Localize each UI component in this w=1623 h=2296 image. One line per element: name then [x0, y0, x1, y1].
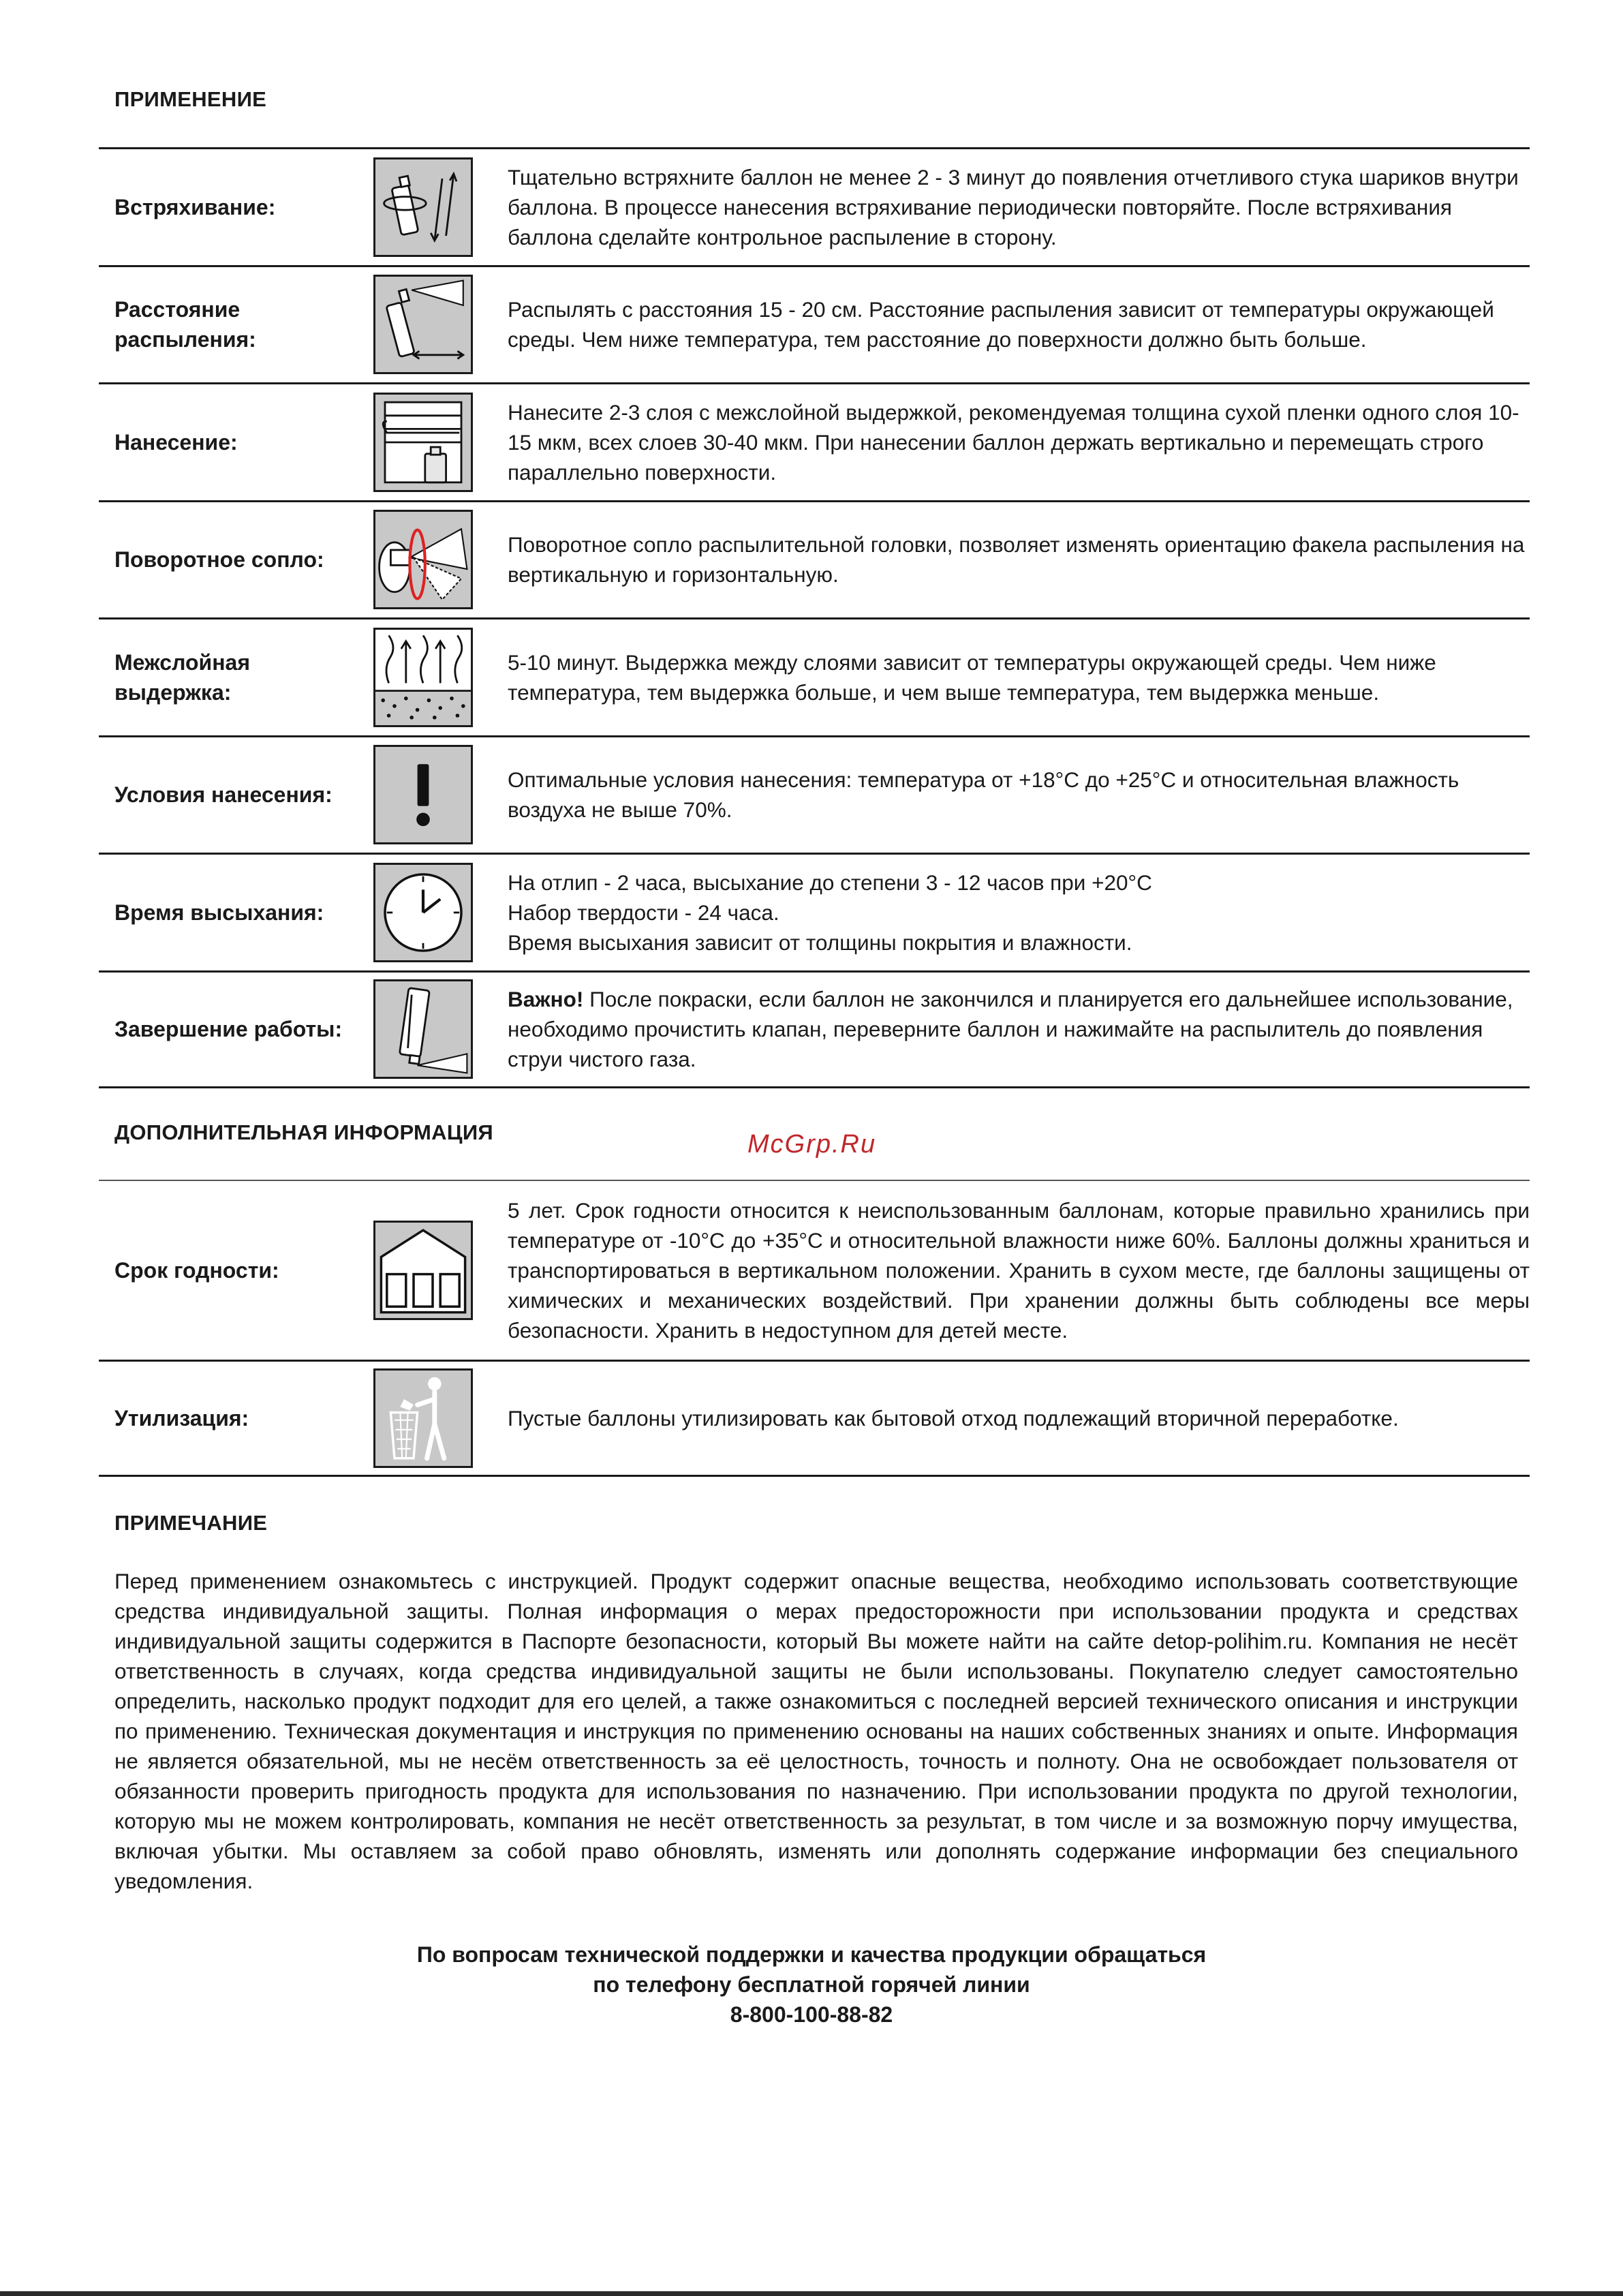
- rotating-nozzle-icon: [373, 510, 473, 609]
- row-shaking: [99, 149, 1530, 265]
- spray-distance-icon: [373, 275, 473, 374]
- row-text: Поворотное сопло распылительной головки, позволяет изменять ориентацию факела распыления на вертикальную и горизонтальную.: [508, 532, 1525, 587]
- row-label: Межслойная выдержка:: [114, 649, 251, 705]
- row-drying-time: [99, 854, 1530, 970]
- shake-can-icon: [373, 157, 473, 257]
- row-label: Расстояние распыления:: [114, 297, 256, 352]
- divider: [99, 1475, 1530, 1477]
- footer-phone: 8-800-100-88-82: [730, 2002, 893, 2027]
- watermark: McGrp.Ru: [747, 1130, 877, 1159]
- text-line: Время высыхания зависит от толщины покрытия и влажности.: [508, 930, 1132, 955]
- divider: [99, 1086, 1530, 1088]
- row-text: 5-10 минут. Выдержка между слоями зависит от температуры окружающей среды. Чем ниже температура, тем выдержка больше, и чем выше температура, тем выдержка меньше.: [508, 649, 1436, 705]
- row-spray-distance: [99, 266, 1530, 382]
- row-label: Время высыхания:: [114, 900, 324, 925]
- row-text: Оптимальные условия нанесения: температура от +18°С до +25°С и относительная влажность воздуха не выше 70%.: [508, 767, 1459, 822]
- row-label: Завершение работы:: [114, 1017, 343, 1041]
- text-line: Набор твердости - 24 часа.: [508, 900, 779, 925]
- section-title-application: ПРИМЕНЕНИЕ: [114, 87, 267, 111]
- clock-icon: [373, 863, 473, 962]
- footer-support: [0, 1940, 1623, 2030]
- important-label: Важно!: [508, 987, 584, 1011]
- trash-bin-icon: [373, 1368, 473, 1468]
- footer-line-2: по телефону бесплатной горячей линии: [593, 1972, 1030, 1997]
- row-label: Утилизация:: [114, 1405, 249, 1430]
- note-text: Перед применением ознакомьтесь с инструкцией. Продукт содержит опасные вещества, необходимо использовать соответствующие средства индивидуальной защиты. Полная информация о мерах предосторожности при использовании продукта и средствах индивидуальной защиты содержится в Паспорте безопасности, который Вы можете найти на сайте detop-polihim.ru. Компания не несёт ответственность в случаях, когда средства индивидуальной защиты не были использованы. Покупателю следует самостоятельно определить, насколько продукт подходит для его целей, а также ознакомиться с последней версией технического описания и инструкции по применению. Техническая документация и инструкция по применению основаны на наших собственных знаниях и опыте. Информация не является обязательной, мы не несём ответственность за её целостность, точность и полноту. Она не освобождает пользователя от обязанности проверить пригодность продукта для использования по назначению. При использовании продукта по другой технологии, которую мы не можем контролировать, компания не несёт ответственность за результат, в том числе и за возможную порчу имущества, включая убытки. Мы оставляем за собой право обновлять, изменять или дополнять содержание информации без специального уведомления.: [114, 1569, 1518, 1893]
- page-bottom-bar: [0, 2291, 1623, 2296]
- row-disposal: [99, 1361, 1530, 1475]
- row-text: Распылять с расстояния 15 - 20 см. Расстояние распыления зависит от температуры окружающей среды. Чем ниже температура, тем расстояние до поверхности должно быть больше.: [508, 297, 1494, 352]
- row-text: Пустые баллоны утилизировать как бытовой отход подлежащий вторичной переработке.: [508, 1405, 1399, 1430]
- row-label: Поворотное сопло:: [114, 547, 324, 572]
- row-rotating-nozzle: [99, 502, 1530, 617]
- exclamation-icon: [373, 745, 473, 844]
- footer-line-1: По вопросам технической поддержки и качества продукции обращаться: [416, 1942, 1207, 1967]
- section-title-additional: ДОПОЛНИТЕЛЬНАЯ ИНФОРМАЦИЯ: [114, 1120, 493, 1144]
- drying-layers-icon: [373, 628, 473, 727]
- row-text: 5 лет. Срок годности относится к неиспользованным баллонам, которые правильно хранились при температуре от -10°С до +35°С и относительной влажности ниже 60%. Баллоны должны храниться и транспортироваться в вертикальном положении. Хранить в сухом месте, где баллоны защищены от химических и механических воздействий. При хранении должны быть соблюдены все меры безопасности. Хранить в недоступном для детей месте.: [508, 1198, 1530, 1343]
- text-line: На отлип - 2 часа, высыхание до степени 3 - 12 часов при +20°С: [508, 870, 1152, 895]
- warehouse-icon: [373, 1221, 473, 1320]
- row-application-conditions: [99, 737, 1530, 853]
- row-label: Условия нанесения:: [114, 782, 333, 807]
- row-label: Встряхивание:: [114, 194, 276, 219]
- row-application: [99, 384, 1530, 500]
- row-text-body: После покраски, если баллон не закончился и планируется его дальнейшее использование, необходимо прочистить клапан, переверните баллон и нажимайте на распылитель до появления струи чистого газа.: [508, 987, 1513, 1071]
- row-text: Тщательно встряхните баллон не менее 2 - 3 минут до появления отчетливого стука шариков внутри баллона. В процессе нанесения встряхивание периодически повторяйте. После встряхивания баллона сделайте контрольное распыление в сторону.: [508, 164, 1519, 249]
- spray-layers-icon: [373, 393, 473, 492]
- section-title-note: ПРИМЕЧАНИЕ: [114, 1511, 268, 1535]
- row-label: Нанесение:: [114, 429, 238, 455]
- row-label: Срок годности:: [114, 1258, 279, 1283]
- row-text: [508, 984, 1530, 1074]
- row-interlayer-drying: [99, 619, 1530, 735]
- row-finishing-work: [99, 972, 1530, 1086]
- row-text: [508, 868, 1530, 958]
- row-shelf-life: [99, 1181, 1530, 1360]
- inverted-can-icon: [373, 979, 473, 1079]
- row-text: Нанесите 2-3 слоя с межслойной выдержкой, рекомендуемая толщина сухой пленки одного слоя 10-15 мкм, всех слоев 30-40 мкм. При нанесении баллон держать вертикально и перемещать строго параллельно поверхности.: [508, 399, 1519, 485]
